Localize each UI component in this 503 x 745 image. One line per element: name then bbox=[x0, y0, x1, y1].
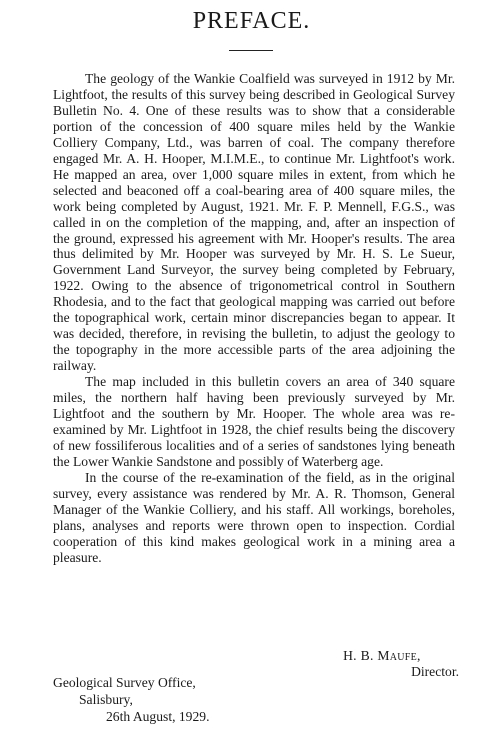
signatory-name bbox=[343, 648, 459, 664]
address-date: 26th August, 1929. bbox=[106, 709, 210, 724]
address-city: Salisbury, bbox=[79, 692, 133, 707]
paragraph-1: The geology of the Wankie Coalfield was surveyed in 1912 by Mr. Lightfoot, the results of this survey being described in Geological Survey Bulletin No. 4. One of these results was to show that a considerable portion of the concession of 400 square miles held by the Wankie Colliery Company, Ltd., was barren of coal. The company therefore engaged Mr. A. H. Hooper, M.I.M.E., to continue Mr. Lightfoot's work. He mapped an area, over 1,000 square miles in extent, from which he selected and beaconed off a coal-bearing area of 400 square miles, the work being completed by August, 1921. Mr. F. P. Mennell, F.G.S., was called in on the completion of the mapping, and, after an inspection of the ground, expressed his agreement with Mr. Hooper's results. The area thus delimited by Mr. Hooper was surveyed by Mr. H. S. Le Sueur, Government Land Surveyor, the survey being completed by February, 1922. Owing to the absence of trigonometrical control in Southern Rhodesia, and to the fact that geological mapping was carried out before the topographical work, certain minor discrepancies began to appear. It was decided, therefore, in revising the bulletin, to adjust the geology to the topography in the more accessible parts of the area adjoining the railway. bbox=[53, 71, 455, 374]
preface-body bbox=[53, 71, 455, 566]
paragraph-3: In the course of the re-examination of the field, as in the original survey, every assistance was rendered by Mr. A. R. Thomson, General Manager of the Wankie Colliery, and his staff. All workings, boreholes, plans, analyses and reports were thrown open to inspection. Cordial cooperation of this kind makes geological work in a mining area a pleasure. bbox=[53, 469, 455, 565]
paragraph-2: The map included in this bulletin covers an area of 340 square miles, the northern half having been previously surveyed by Mr. Lightfoot and the southern by Mr. Hooper. The whole area was re-examined by Mr. Lightfoot in 1928, the chief results being the discovery of new fossiliferous localities and of a series of sandstones lying beneath the Lower Wankie Sandstone and possibly of Waterberg age. bbox=[53, 374, 455, 469]
title-divider bbox=[229, 50, 273, 51]
signatory-role: Director. bbox=[411, 664, 459, 679]
signature-block bbox=[343, 648, 459, 680]
address-office: Geological Survey Office, bbox=[53, 675, 196, 690]
signatory-initials: H. B. bbox=[343, 648, 378, 663]
page-title: PREFACE. bbox=[192, 8, 311, 34]
signatory-surname: Maufe bbox=[377, 648, 418, 663]
address-block bbox=[53, 674, 209, 725]
signatory-comma: , bbox=[417, 648, 421, 663]
